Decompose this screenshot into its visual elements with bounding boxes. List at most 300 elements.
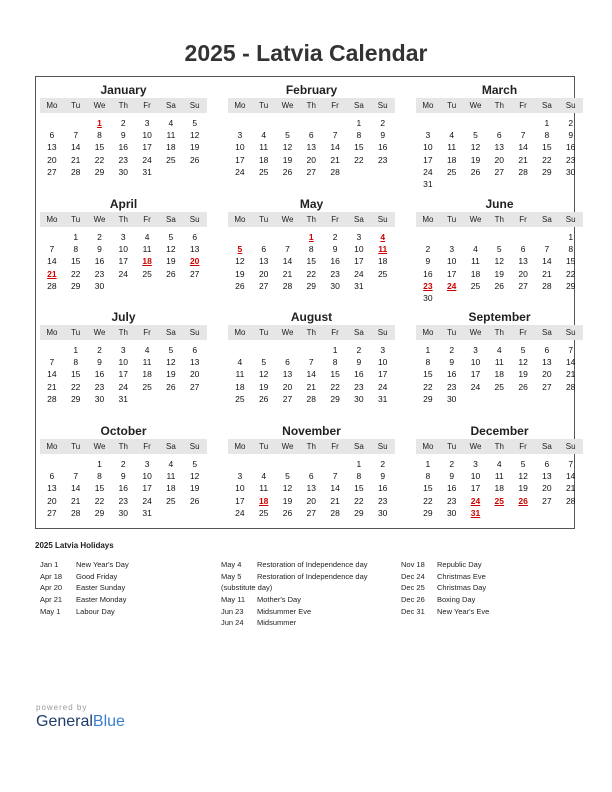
calendar-day: 8 — [544, 130, 550, 141]
calendar-day: 26 — [189, 495, 200, 506]
calendar-day: 10 — [377, 357, 388, 368]
weekday-label: Th — [118, 442, 128, 451]
calendar-day: 9 — [97, 357, 102, 368]
weekday-label: Su — [377, 215, 388, 224]
calendar-day: 11 — [235, 369, 245, 380]
calendar-day: 15 — [542, 142, 552, 153]
calendar-day: 22 — [423, 495, 433, 506]
calendar-day: 7 — [332, 130, 338, 141]
calendar-day: 5 — [520, 459, 526, 469]
weekday-label: Mo — [422, 442, 434, 451]
calendar-day: 28 — [518, 166, 528, 177]
holidays-title: 2025 Latvia Holidays — [35, 541, 114, 550]
calendar-day: 10 — [470, 357, 481, 368]
holiday-day: 4 — [380, 232, 386, 242]
calendar-day: 2 — [380, 118, 386, 128]
month-name: February — [285, 83, 338, 97]
calendar-day: 8 — [356, 130, 362, 141]
calendar-day: 19 — [166, 369, 176, 380]
calendar-day: 13 — [542, 357, 552, 368]
calendar-day: 27 — [189, 381, 200, 392]
brand-logo — [36, 703, 125, 731]
calendar-day: 17 — [142, 483, 152, 494]
calendar-day: 24 — [235, 166, 245, 177]
calendar-day: 21 — [330, 495, 340, 506]
calendar-day: 30 — [423, 293, 433, 303]
weekday-label: We — [469, 101, 482, 110]
calendar-day: 27 — [306, 507, 317, 518]
calendar-day: 23 — [565, 154, 576, 165]
calendar-day: 25 — [258, 507, 269, 518]
calendar-day: 21 — [282, 268, 293, 279]
calendar-day: 13 — [47, 483, 57, 494]
calendar-day: 26 — [282, 507, 293, 518]
calendar-day: 29 — [354, 507, 364, 518]
weekday-header — [40, 325, 207, 340]
holiday-name: Boxing Day — [437, 595, 476, 605]
calendar-day: 12 — [518, 471, 528, 482]
holiday-date: Dec 31 — [401, 606, 425, 616]
calendar-day: 15 — [94, 142, 105, 153]
weekday-header — [228, 325, 395, 340]
calendar-day: 9 — [380, 471, 386, 482]
calendar-day: 19 — [494, 268, 505, 279]
weekday-label: Sa — [166, 442, 176, 451]
calendar-day: 11 — [494, 471, 504, 482]
calendar-day: 1 — [568, 232, 574, 242]
weekday-label: Tu — [71, 442, 81, 451]
calendar-day: 12 — [282, 142, 293, 153]
calendar-day: 12 — [189, 130, 200, 141]
calendar-day: 15 — [565, 256, 576, 267]
holiday-name: Easter Monday — [76, 595, 127, 605]
calendar-day: 28 — [565, 381, 576, 392]
calendar-day: 18 — [142, 369, 152, 380]
calendar-day: 3 — [425, 130, 431, 141]
calendar-day: 22 — [354, 154, 364, 165]
calendar-day: 10 — [235, 483, 245, 494]
calendar-day: 25 — [166, 154, 176, 165]
weekday-label: Th — [306, 442, 316, 451]
calendar-day: 23 — [377, 154, 388, 165]
calendar-day: 14 — [565, 471, 576, 482]
calendar-day: 11 — [166, 471, 176, 482]
calendar-day: 9 — [425, 256, 431, 267]
calendar-day: 14 — [47, 256, 57, 267]
holiday-date: Apr 20 — [40, 583, 63, 593]
calendar-day: 1 — [425, 345, 431, 355]
calendar-day: 16 — [94, 256, 105, 267]
calendar-day: 19 — [518, 483, 528, 494]
calendar-day: 23 — [446, 381, 457, 392]
calendar-day: 5 — [192, 459, 198, 469]
holiday-day: 1 — [308, 232, 314, 242]
calendar-day: 11 — [166, 130, 176, 141]
calendar-day: 17 — [235, 495, 245, 506]
weekday-label: Sa — [166, 215, 176, 224]
weekday-label: Tu — [71, 215, 81, 224]
calendar-day: 29 — [423, 393, 433, 404]
calendar-day: 1 — [97, 459, 102, 469]
calendar-day: 15 — [354, 483, 364, 494]
calendar-day: 29 — [330, 393, 340, 404]
weekday-label: Sa — [166, 101, 176, 110]
weekday-header — [416, 98, 583, 113]
calendar-day: 6 — [520, 244, 526, 255]
calendar-day: 22 — [94, 154, 105, 165]
weekday-label: Mo — [234, 328, 246, 337]
calendar-day: 6 — [496, 130, 502, 141]
weekday-label: Su — [377, 328, 388, 337]
weekday-label: Tu — [259, 101, 269, 110]
calendar-day: 9 — [449, 357, 455, 368]
calendar-day: 6 — [192, 232, 198, 242]
calendar-day: 10 — [142, 130, 152, 141]
calendar-day: 6 — [285, 357, 290, 368]
calendar-day: 13 — [47, 142, 57, 153]
holiday-day: 24 — [446, 280, 457, 291]
calendar-day: 31 — [423, 179, 433, 189]
brand-name — [36, 713, 125, 731]
weekday-label: We — [93, 101, 106, 110]
calendar-day: 4 — [168, 459, 174, 469]
calendar-day: 23 — [94, 268, 105, 279]
weekday-label: Tu — [259, 442, 269, 451]
weekday-label: We — [281, 215, 294, 224]
calendar-day: 6 — [192, 345, 198, 355]
calendar-day: 1 — [332, 345, 338, 355]
calendar-day: 28 — [70, 166, 81, 177]
weekday-label: Su — [189, 442, 200, 451]
weekday-label: We — [281, 442, 294, 451]
calendar-day: 8 — [97, 471, 102, 482]
calendar-day: 10 — [118, 357, 129, 368]
calendar-day: 11 — [142, 244, 152, 255]
calendar-day: 24 — [354, 268, 364, 279]
calendar-day: 15 — [330, 369, 340, 380]
calendar-day: 1 — [356, 459, 362, 469]
calendar-day: 22 — [542, 154, 552, 165]
calendar-day: 3 — [380, 345, 386, 355]
calendar-day: 2 — [425, 244, 431, 255]
calendar-day: 21 — [70, 495, 81, 506]
calendar-day: 3 — [237, 471, 243, 482]
calendar-day: 7 — [520, 130, 526, 141]
calendar-day: 26 — [166, 268, 176, 279]
calendar-day: 21 — [565, 369, 576, 380]
calendar-day: 17 — [118, 369, 129, 380]
calendar-day: 28 — [306, 393, 317, 404]
weekday-label: Mo — [234, 442, 246, 451]
calendar-day: 13 — [494, 142, 505, 153]
calendar-day: 13 — [282, 369, 293, 380]
calendar-day: 8 — [356, 471, 362, 482]
holiday-day: 21 — [47, 268, 57, 279]
calendar-day: 5 — [285, 471, 290, 482]
holiday-day: 11 — [378, 244, 388, 255]
weekday-label: Fr — [143, 328, 151, 337]
weekday-label: Mo — [46, 328, 58, 337]
weekday-label: Fr — [331, 442, 339, 451]
calendar-day: 31 — [142, 166, 152, 177]
holiday-date: May 4 — [221, 560, 242, 569]
calendar-day: 30 — [330, 280, 340, 291]
holiday-date: Jun 24 — [221, 618, 244, 628]
calendar-day: 17 — [446, 268, 457, 279]
calendar-day: 24 — [118, 381, 129, 392]
calendar-day: 17 — [142, 142, 152, 153]
calendar-day: 17 — [354, 256, 364, 267]
holiday-day: 20 — [189, 256, 200, 267]
calendar-day: 30 — [354, 393, 364, 404]
calendar-day: 27 — [542, 495, 552, 506]
calendar-day: 23 — [354, 381, 364, 392]
calendar-day: 15 — [70, 369, 81, 380]
calendar-day: 23 — [94, 381, 105, 392]
calendar-day: 8 — [425, 471, 431, 482]
calendar-day: 3 — [144, 118, 150, 128]
calendar-day: 7 — [49, 244, 55, 255]
calendar-day: 20 — [306, 495, 317, 506]
weekday-label: Su — [565, 328, 576, 337]
calendar-day: 20 — [47, 495, 57, 506]
calendar-day: 16 — [330, 256, 340, 267]
calendar-day: 18 — [494, 369, 505, 380]
calendar-day: 5 — [473, 130, 478, 141]
weekday-label: Fr — [331, 328, 339, 337]
holiday-name: Christmas Day — [437, 583, 487, 593]
weekday-label: Sa — [354, 215, 364, 224]
weekday-label: Tu — [71, 328, 81, 337]
calendar-day: 18 — [235, 381, 245, 392]
weekday-label: Tu — [447, 101, 457, 110]
calendar-day: 29 — [423, 507, 433, 518]
page-title: 2025 - Latvia Calendar — [184, 40, 428, 66]
calendar-day: 31 — [354, 280, 364, 291]
holiday-date: Dec 26 — [401, 595, 425, 605]
calendar-day: 16 — [446, 369, 457, 380]
weekday-label: Th — [118, 328, 128, 337]
weekday-header — [228, 439, 395, 454]
holiday-day: 18 — [258, 495, 269, 506]
calendar-day: 26 — [166, 381, 176, 392]
calendar-day: 22 — [565, 268, 576, 279]
calendar-day: 19 — [189, 142, 200, 153]
calendar-day: 10 — [118, 244, 129, 255]
calendar-day: 28 — [282, 280, 293, 291]
holiday-name: Mother's Day — [257, 595, 301, 605]
calendar-day: 20 — [189, 369, 200, 380]
calendar-day: 13 — [306, 142, 317, 153]
calendar-day: 5 — [496, 244, 502, 255]
holiday-name: Restoration of Independence day — [257, 571, 368, 581]
calendar-day: 28 — [330, 166, 340, 177]
calendar-day: 14 — [565, 357, 576, 368]
calendar-day: 7 — [308, 357, 314, 368]
holiday-name: New Year's Eve — [437, 606, 490, 616]
calendar-day: 31 — [118, 393, 129, 404]
calendar-day: 31 — [377, 393, 388, 404]
weekday-header — [40, 439, 207, 454]
calendar-day: 21 — [565, 483, 576, 494]
calendar-day: 10 — [142, 471, 152, 482]
calendar-day: 27 — [542, 381, 552, 392]
weekday-label: We — [469, 442, 482, 451]
holiday-day: 24 — [470, 495, 481, 506]
calendar-day: 16 — [446, 483, 457, 494]
calendar-day: 15 — [94, 483, 105, 494]
weekday-label: Tu — [447, 215, 457, 224]
calendar-day: 18 — [494, 483, 505, 494]
calendar-day: 14 — [330, 483, 340, 494]
holiday-date: May 11 — [221, 595, 246, 605]
weekday-label: We — [93, 328, 106, 337]
calendar-day: 18 — [377, 256, 388, 267]
weekday-label: We — [93, 215, 106, 224]
calendar-day: 6 — [544, 345, 550, 355]
calendar-day: 30 — [94, 280, 105, 291]
calendar-day: 27 — [47, 166, 57, 177]
holiday-name: Midsummer — [257, 618, 297, 628]
calendar-day: 29 — [542, 166, 552, 177]
calendar-day: 5 — [168, 345, 174, 355]
calendar-day: 25 — [142, 268, 152, 279]
calendar-day: 16 — [565, 142, 576, 153]
calendar-day: 2 — [568, 118, 574, 128]
holiday-name: Restoration of Independence day — [257, 560, 368, 569]
weekday-header — [228, 212, 395, 227]
calendar-day: 19 — [166, 256, 176, 267]
holiday-day: 25 — [494, 495, 505, 506]
weekday-label: We — [281, 101, 294, 110]
calendar-day: 1 — [356, 118, 362, 128]
holiday-name: Midsummer Eve — [257, 606, 312, 616]
month-name: January — [100, 83, 147, 97]
calendar-day: 30 — [446, 393, 457, 404]
weekday-label: Sa — [542, 328, 552, 337]
calendar-day: 29 — [565, 280, 576, 291]
calendar-day: 1 — [425, 459, 431, 469]
weekday-label: Fr — [519, 215, 527, 224]
calendar-day: 26 — [518, 381, 528, 392]
weekday-label: Sa — [354, 328, 364, 337]
calendar-day: 11 — [142, 357, 152, 368]
calendar-day: 13 — [258, 256, 269, 267]
calendar-day: 19 — [258, 381, 269, 392]
calendar-day: 9 — [332, 244, 338, 255]
calendar-day: 15 — [423, 369, 433, 380]
calendar-day: 10 — [235, 142, 245, 153]
calendar-day: 28 — [70, 507, 81, 518]
weekday-label: Th — [306, 101, 316, 110]
calendar-day: 25 — [166, 495, 176, 506]
calendar-day: 14 — [518, 142, 528, 153]
calendar-day: 12 — [189, 471, 200, 482]
month-name: October — [100, 424, 147, 438]
calendar-day: 22 — [94, 495, 105, 506]
calendar-day: 2 — [449, 345, 455, 355]
weekday-label: We — [93, 442, 106, 451]
calendar-day: 25 — [494, 381, 505, 392]
month-name: November — [282, 424, 341, 438]
calendar-day: 4 — [261, 130, 267, 141]
calendar-day: 7 — [568, 459, 574, 469]
weekday-label: Su — [189, 328, 200, 337]
calendar-day: 7 — [49, 357, 55, 368]
calendar-day: 17 — [423, 154, 433, 165]
calendar-day: 29 — [94, 507, 105, 518]
calendar-day: 6 — [49, 471, 55, 482]
weekday-label: Th — [306, 328, 316, 337]
calendar-day: 2 — [332, 232, 338, 242]
calendar-day: 16 — [377, 483, 388, 494]
calendar-day: 26 — [282, 166, 293, 177]
calendar-day: 21 — [518, 154, 528, 165]
calendar-day: 10 — [446, 256, 457, 267]
weekday-label: Mo — [46, 442, 58, 451]
holiday-name: Good Friday — [76, 571, 118, 581]
calendar-day: 16 — [354, 369, 364, 380]
calendar-day: 7 — [73, 471, 79, 482]
weekday-label: Mo — [234, 215, 246, 224]
calendar-day: 3 — [237, 130, 243, 141]
calendar-day: 23 — [118, 154, 129, 165]
weekday-label: Th — [494, 215, 504, 224]
weekday-label: Su — [377, 101, 388, 110]
holiday-date: Jan 1 — [40, 560, 59, 569]
weekday-label: Sa — [354, 442, 364, 451]
calendar-day: 25 — [377, 268, 388, 279]
calendar-day: 6 — [308, 130, 314, 141]
weekday-label: Su — [189, 215, 200, 224]
calendar-day: 3 — [120, 345, 126, 355]
weekday-label: Tu — [71, 101, 81, 110]
calendar-day: 7 — [285, 244, 290, 255]
calendar-day: 20 — [47, 154, 57, 165]
calendar-day: 26 — [494, 280, 505, 291]
calendar-day: 15 — [423, 483, 433, 494]
month-name: August — [290, 310, 333, 324]
calendar-day: 20 — [306, 154, 317, 165]
holiday-date: Nov 18 — [401, 560, 425, 569]
calendar-day: 19 — [235, 268, 245, 279]
calendar-day: 16 — [118, 142, 129, 153]
calendar-day: 14 — [47, 369, 57, 380]
calendar-frame — [35, 76, 575, 529]
calendar-day: 2 — [356, 345, 362, 355]
weekday-label: Tu — [259, 215, 269, 224]
weekday-label: Tu — [447, 328, 457, 337]
calendar-day: 13 — [518, 256, 528, 267]
brand-blue: Blue — [92, 713, 125, 730]
calendar-day: 28 — [542, 280, 552, 291]
calendar-day: 9 — [120, 130, 126, 141]
calendar-day: 9 — [449, 471, 455, 482]
calendar-day: 13 — [189, 244, 200, 255]
calendar-day: 3 — [449, 244, 455, 255]
calendar-day: 4 — [144, 232, 150, 242]
calendar-day: 14 — [70, 142, 81, 153]
weekday-label: Fr — [143, 101, 151, 110]
calendar-day: 13 — [542, 471, 552, 482]
calendar-day: 2 — [449, 459, 455, 469]
calendar-day: 8 — [425, 357, 431, 368]
calendar-day: 10 — [423, 142, 433, 153]
calendar-day: 23 — [330, 268, 340, 279]
weekday-header — [416, 439, 583, 454]
weekday-label: Mo — [422, 215, 434, 224]
calendar-day: 23 — [118, 495, 129, 506]
